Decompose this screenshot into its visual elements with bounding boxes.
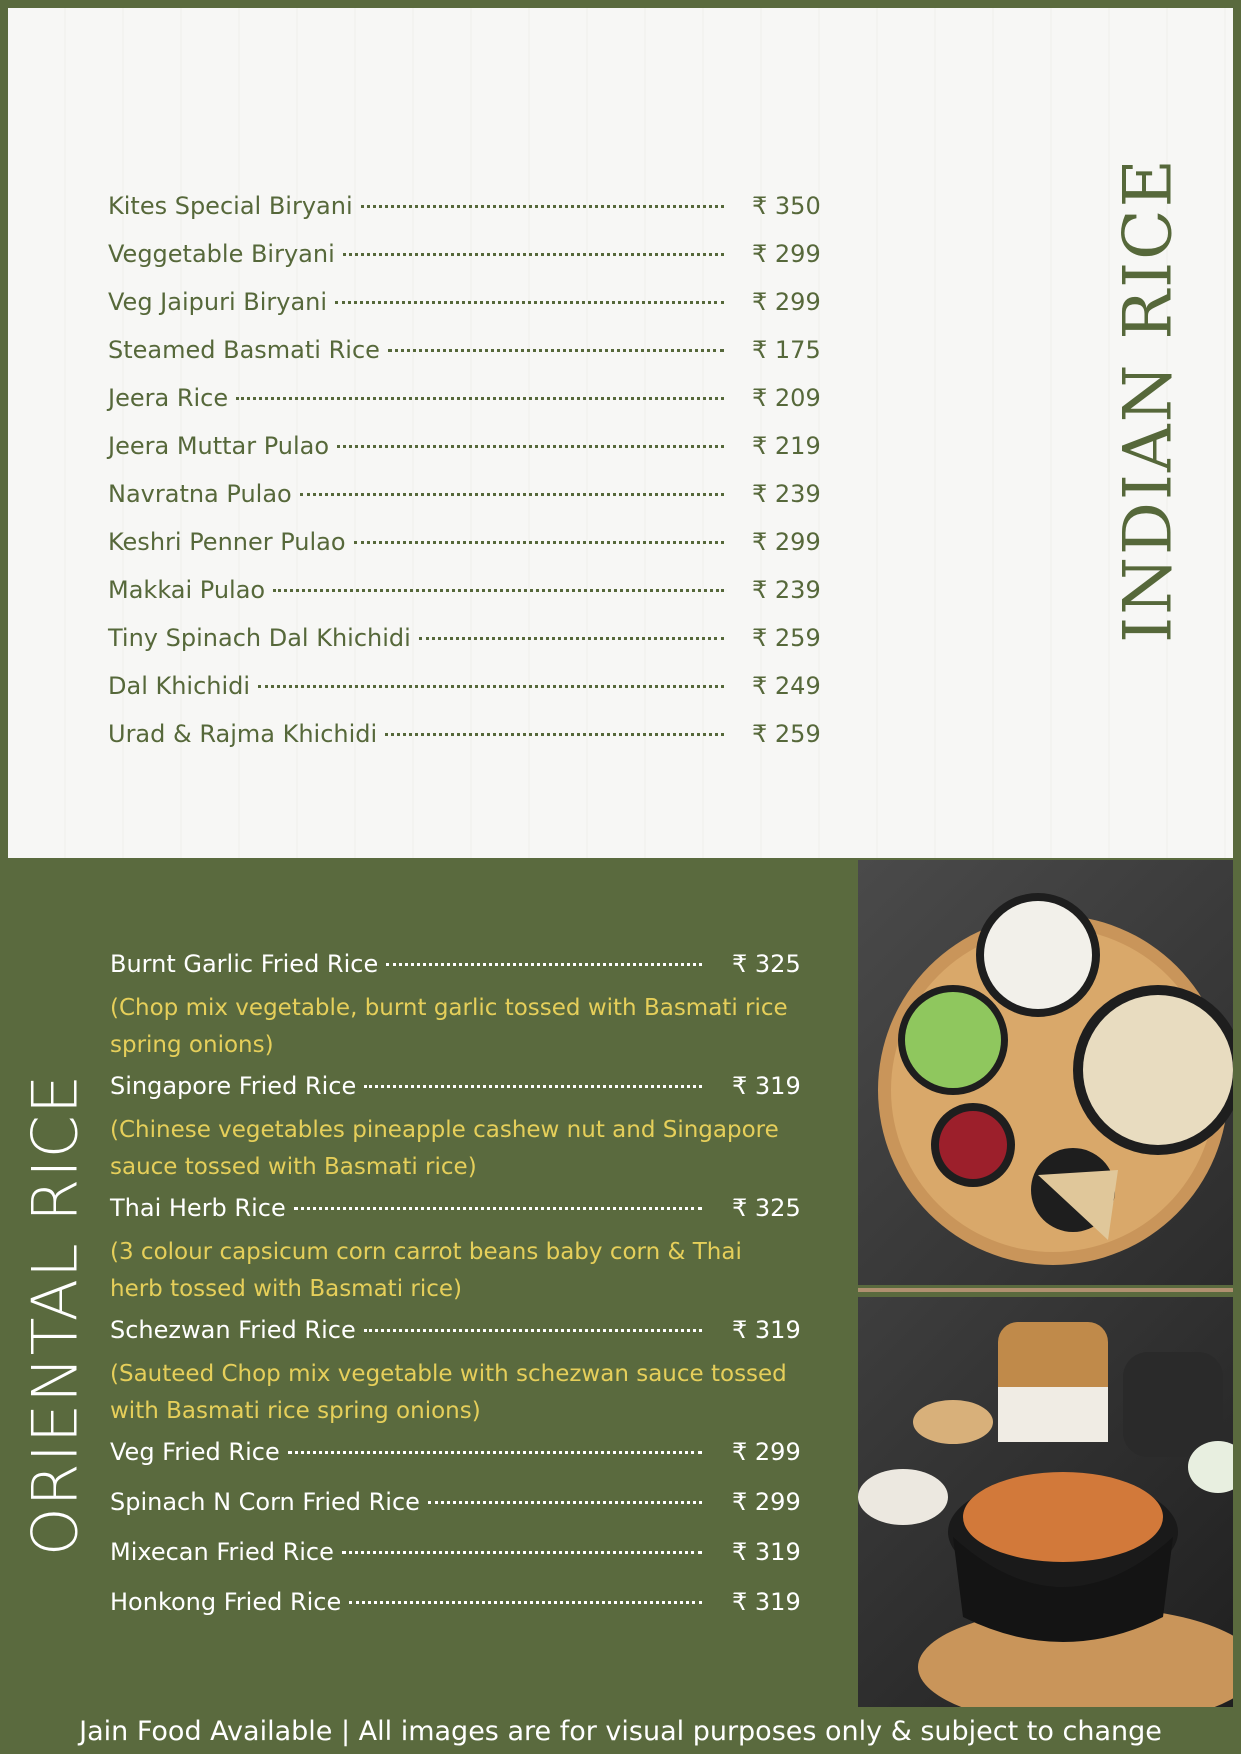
item-price: ₹ 209 <box>752 384 821 412</box>
menu-item <box>108 672 828 720</box>
item-name: Tiny Spinach Dal Khichidi <box>108 624 411 652</box>
menu-item <box>110 1438 800 1478</box>
item-price: ₹ 249 <box>752 672 821 700</box>
item-description: (Sauteed Chop mix vegetable with schezwan sauce tossed with Basmati rice spring onions) <box>110 1361 787 1424</box>
menu-item <box>108 192 828 240</box>
oriental-rice-list <box>110 950 800 1638</box>
item-name: Spinach N Corn Fried Rice <box>110 1488 420 1516</box>
item-description: (Chop mix vegetable, burnt garlic tossed with Basmati rice spring onions) <box>110 995 788 1058</box>
dot-leader <box>288 1451 702 1454</box>
item-name: Veggetable Biryani <box>108 240 335 268</box>
menu-item <box>110 1538 800 1578</box>
item-name: Urad & Rajma Khichidi <box>108 720 378 748</box>
menu-item <box>108 480 828 528</box>
biryani-illustration <box>858 1297 1233 1707</box>
item-price: ₹ 239 <box>752 480 821 508</box>
menu-item <box>108 240 828 288</box>
item-name: Keshri Penner Pulao <box>108 528 346 556</box>
item-description: (3 colour capsicum corn carrot beans baby corn & Thai herb tossed with Basmati rice) <box>110 1239 742 1302</box>
menu-item <box>108 432 828 480</box>
indian-rice-title: INDIAN RICE <box>1109 157 1187 643</box>
menu-item <box>108 384 828 432</box>
item-name: Steamed Basmati Rice <box>108 336 380 364</box>
item-name: Mixecan Fried Rice <box>110 1538 334 1566</box>
dot-leader <box>294 1207 702 1210</box>
item-name: Veg Fried Rice <box>110 1438 280 1466</box>
item-price: ₹ 319 <box>732 1538 801 1566</box>
menu-item <box>110 1194 800 1308</box>
item-price: ₹ 299 <box>732 1488 801 1516</box>
item-price: ₹ 319 <box>732 1588 801 1616</box>
indian-rice-list <box>108 192 828 768</box>
menu-item <box>110 1072 800 1186</box>
item-price: ₹ 299 <box>752 288 821 316</box>
menu-item <box>108 576 828 624</box>
item-name: Kites Special Biryani <box>108 192 353 220</box>
menu-item <box>108 336 828 384</box>
item-description: (Chinese vegetables pineapple cashew nut and Singapore sauce tossed with Basmati rice) <box>110 1117 779 1180</box>
item-name: Dal Khichidi <box>108 672 251 700</box>
indian-rice-panel <box>8 8 1233 858</box>
item-name: Jeera Muttar Pulao <box>108 432 330 460</box>
dot-leader <box>364 1085 702 1088</box>
item-name: Honkong Fried Rice <box>110 1588 342 1616</box>
dot-leader <box>361 205 724 208</box>
item-price: ₹ 299 <box>752 240 821 268</box>
item-price: ₹ 319 <box>732 1316 801 1344</box>
menu-item <box>108 720 828 768</box>
item-price: ₹ 325 <box>732 1194 801 1222</box>
dot-leader <box>354 541 724 544</box>
dot-leader <box>419 637 724 640</box>
dot-leader <box>385 733 724 736</box>
item-price: ₹ 319 <box>732 1072 801 1100</box>
dot-leader <box>388 349 724 352</box>
food-photo-platter <box>858 860 1233 1285</box>
item-name: Jeera Rice <box>108 384 229 412</box>
item-name: Burnt Garlic Fried Rice <box>110 950 379 978</box>
menu-item <box>110 1488 800 1528</box>
menu-item <box>110 950 800 1064</box>
item-name: Thai Herb Rice <box>110 1194 286 1222</box>
menu-item <box>108 288 828 336</box>
item-name: Navratna Pulao <box>108 480 292 508</box>
dot-leader <box>236 397 724 400</box>
item-name: Veg Jaipuri Biryani <box>108 288 328 316</box>
food-photo-biryani <box>858 1297 1233 1707</box>
menu-item <box>110 1316 800 1430</box>
item-price: ₹ 259 <box>752 720 821 748</box>
dot-leader <box>335 301 724 304</box>
dot-leader <box>300 493 724 496</box>
dot-leader <box>364 1329 702 1332</box>
photo-divider <box>858 1288 1233 1292</box>
menu-item <box>110 1588 800 1628</box>
item-name: Makkai Pulao <box>108 576 266 604</box>
dot-leader <box>258 685 724 688</box>
menu-item <box>108 624 828 672</box>
dot-leader <box>386 963 702 966</box>
item-name: Singapore Fried Rice <box>110 1072 357 1100</box>
item-price: ₹ 175 <box>752 336 821 364</box>
dot-leader <box>273 589 724 592</box>
footer-disclaimer: Jain Food Available | All images are for visual purposes only & subject to change <box>79 1716 1162 1747</box>
item-price: ₹ 299 <box>752 528 821 556</box>
dot-leader <box>343 253 724 256</box>
item-price: ₹ 259 <box>752 624 821 652</box>
item-price: ₹ 219 <box>752 432 821 460</box>
item-price: ₹ 350 <box>752 192 821 220</box>
dot-leader <box>428 1501 702 1504</box>
item-name: Schezwan Fried Rice <box>110 1316 356 1344</box>
platter-illustration <box>858 860 1233 1285</box>
dot-leader <box>342 1551 702 1554</box>
item-price: ₹ 325 <box>732 950 801 978</box>
dot-leader <box>337 445 724 448</box>
dot-leader <box>349 1601 702 1604</box>
oriental-rice-title: ORIENTAL RICE <box>18 1073 92 1557</box>
item-price: ₹ 239 <box>752 576 821 604</box>
menu-item <box>108 528 828 576</box>
item-price: ₹ 299 <box>732 1438 801 1466</box>
